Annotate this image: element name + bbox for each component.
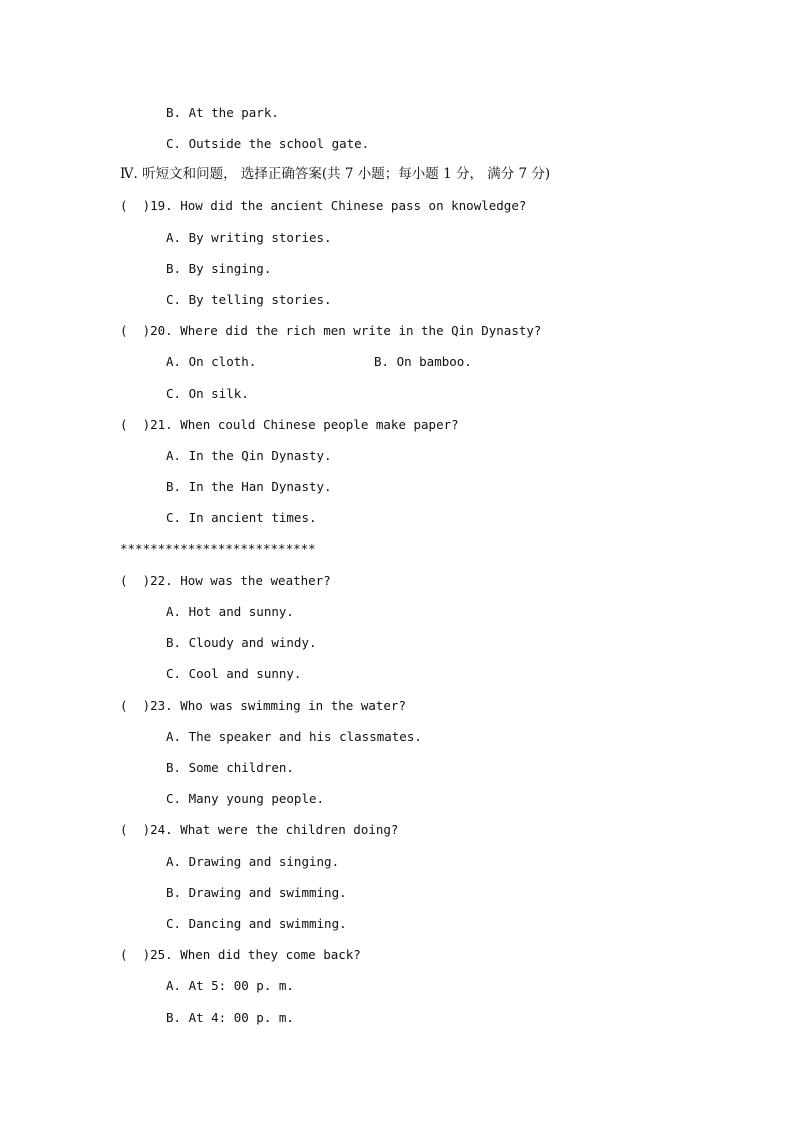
question-21: ( )21. When could Chinese people make paper?	[120, 417, 459, 432]
q20-option-b: B. On bamboo.	[374, 354, 472, 369]
q21-option-a: A. In the Qin Dynasty.	[166, 448, 332, 463]
question-23: ( )23. Who was swimming in the water?	[120, 698, 406, 713]
q20-option-c: C. On silk.	[166, 386, 249, 401]
question-20: ( )20. Where did the rich men write in the Qin Dynasty?	[120, 323, 542, 338]
q23-option-c: C. Many young people.	[166, 791, 325, 806]
q22-option-a: A. Hot and sunny.	[166, 604, 294, 619]
q19-option-b: B. By singing.	[166, 261, 272, 276]
q23-option-a: A. The speaker and his classmates.	[166, 729, 422, 744]
q22-option-c: C. Cool and sunny.	[166, 666, 302, 681]
q24-option-b: B. Drawing and swimming.	[166, 885, 347, 900]
q20-option-a: A. On cloth.	[166, 354, 257, 369]
q23-option-b: B. Some children.	[166, 760, 294, 775]
question-24: ( )24. What were the children doing?	[120, 822, 399, 837]
q24-option-c: C. Dancing and swimming.	[166, 916, 347, 931]
question-22: ( )22. How was the weather?	[120, 573, 331, 588]
option-b-park: B. At the park.	[166, 105, 279, 120]
q19-option-c: C. By telling stories.	[166, 292, 332, 307]
question-25: ( )25. When did they come back?	[120, 947, 361, 962]
q24-option-a: A. Drawing and singing.	[166, 854, 340, 869]
option-c-school-gate: C. Outside the school gate.	[166, 136, 370, 151]
q21-option-c: C. In ancient times.	[166, 510, 317, 525]
q21-option-b: B. In the Han Dynasty.	[166, 479, 332, 494]
section-title: Ⅳ. 听短文和问题， 选择正确答案(共 7 小题；每小题 1 分， 满分 7 分)	[120, 166, 551, 182]
question-19: ( )19. How did the ancient Chinese pass on knowledge?	[120, 198, 527, 213]
q25-option-a: A. At 5: 00 p. m.	[166, 978, 294, 993]
q22-option-b: B. Cloudy and windy.	[166, 635, 317, 650]
q25-option-b: B. At 4: 00 p. m.	[166, 1010, 294, 1025]
q19-option-a: A. By writing stories.	[166, 230, 332, 245]
separator-line: **************************	[120, 541, 316, 556]
